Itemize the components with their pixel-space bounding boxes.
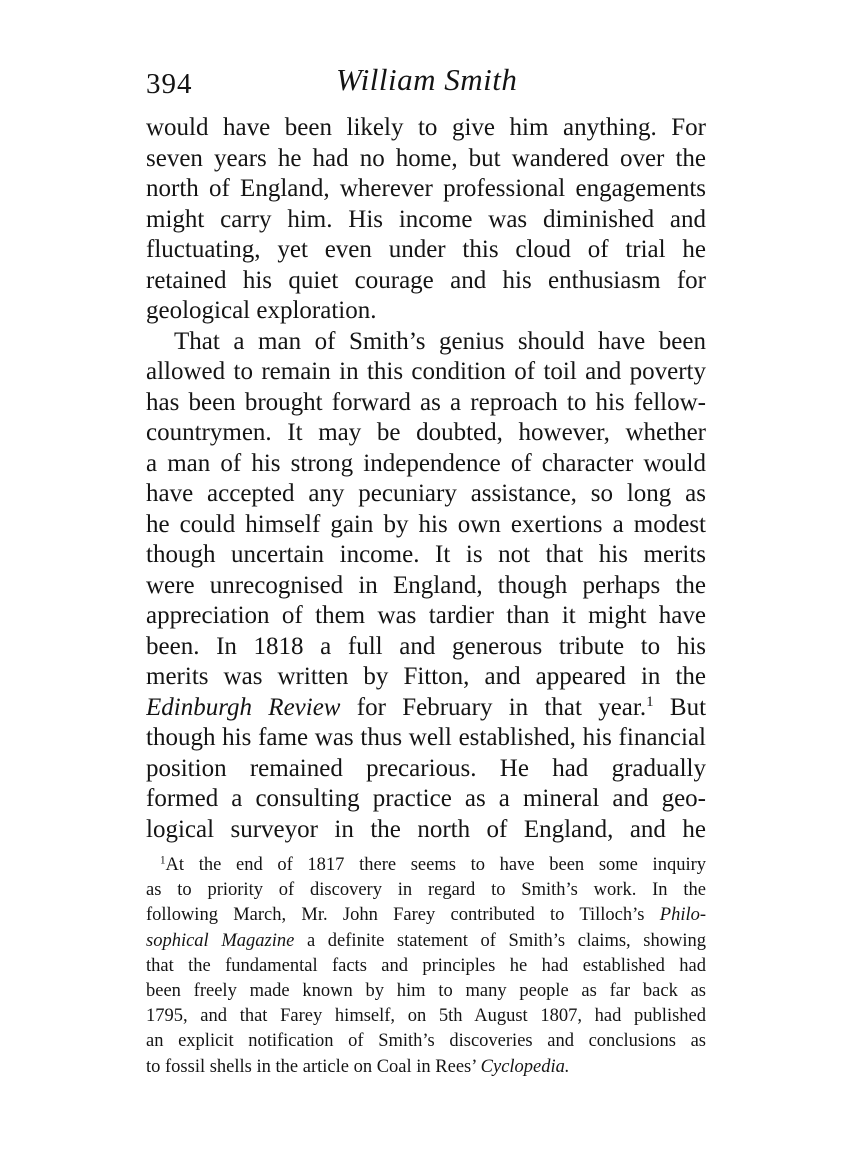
- body-line: logical surveyor in the north of England, and he: [146, 815, 706, 843]
- body-line-segment: But: [669, 693, 706, 721]
- footnote-text: At the end of 1817 there seems to have been some inquiry: [165, 855, 706, 875]
- body-text: [146, 113, 706, 845]
- footnote-italic-text: Philo-: [659, 905, 706, 926]
- body-line-with-citation: [146, 693, 706, 724]
- body-line: That a man of Smith’s genius should have been: [174, 327, 706, 355]
- body-line: countrymen. It may be doubted, however, whether: [146, 419, 706, 446]
- footnote-line: [146, 1055, 706, 1080]
- journal-title: Edinburgh Review: [146, 693, 341, 721]
- body-line: he could himself gain by his own exertions a modest: [146, 510, 706, 538]
- footnote-line: an explicit notification of Smith’s discoveries and conclusions as: [146, 1031, 706, 1052]
- body-line: appreciation of them was tardier than it might have: [146, 602, 706, 629]
- running-head: [146, 62, 706, 102]
- footnote-reference: 1: [646, 693, 654, 710]
- footnote-line: [146, 853, 706, 878]
- body-line: north of England, wherever professional engagements: [146, 175, 706, 202]
- body-line: merits was written by Fitton, and appeared in the: [146, 663, 706, 690]
- running-title: William Smith: [336, 62, 518, 97]
- footnote-line: 1795, and that Farey himself, on 5th August 1807, had published: [146, 1006, 706, 1027]
- footnote-line: that the fundamental facts and principles he had established had: [146, 955, 706, 976]
- footnote-text: to fossil shells in the article on Coal in Rees’: [146, 1056, 477, 1077]
- footnote-italic-text: Cyclopedia.: [480, 1056, 570, 1077]
- body-line: formed a consulting practice as a mineral and geo-: [146, 785, 706, 812]
- body-line: a man of his strong independence of character would: [146, 449, 706, 477]
- body-line: might carry him. His income was diminished and: [146, 205, 706, 233]
- footnote-marker: 1: [160, 854, 166, 867]
- body-line: position remained precarious. He had gradually: [146, 754, 706, 782]
- footnote-text: following March, Mr. John Farey contributed to Tilloch’s: [146, 905, 645, 926]
- body-line: fluctuating, yet even under this cloud of trial he: [146, 236, 706, 263]
- footnote: [146, 853, 706, 1080]
- body-line: though uncertain income. It is not that his merits: [146, 541, 706, 568]
- body-line-segment: for February in that year.: [356, 693, 647, 721]
- body-line: would have been likely to give him anything. For: [146, 114, 706, 141]
- footnote-italic-text: sophical Magazine: [146, 930, 295, 951]
- body-line: retained his quiet courage and his enthusiasm for: [146, 266, 706, 294]
- footnote-line: [146, 903, 706, 928]
- footnote-line: as to priority of discovery in regard to Smith’s work. In the: [146, 880, 706, 901]
- footnote-line: been freely made known by him to many people as far back as: [146, 980, 706, 1001]
- body-line: though his fame was thus well established, his financial: [146, 724, 706, 751]
- body-line: were unrecognised in England, though perhaps the: [146, 571, 706, 599]
- body-line: been. In 1818 a full and generous tribute to his: [146, 632, 706, 660]
- body-line: seven years he had no home, but wandered over the: [146, 144, 706, 172]
- body-line: has been brought forward as a reproach to his fellow-: [146, 388, 706, 416]
- body-line: have accepted any pecuniary assistance, so long as: [146, 480, 706, 507]
- body-line: allowed to remain in this condition of toil and poverty: [146, 358, 706, 385]
- footnote-text: a definite statement of Smith’s claims, showing: [306, 930, 706, 951]
- page-number: 394: [146, 68, 193, 100]
- footnote-line: [146, 929, 706, 954]
- body-line: geological exploration.: [146, 297, 377, 324]
